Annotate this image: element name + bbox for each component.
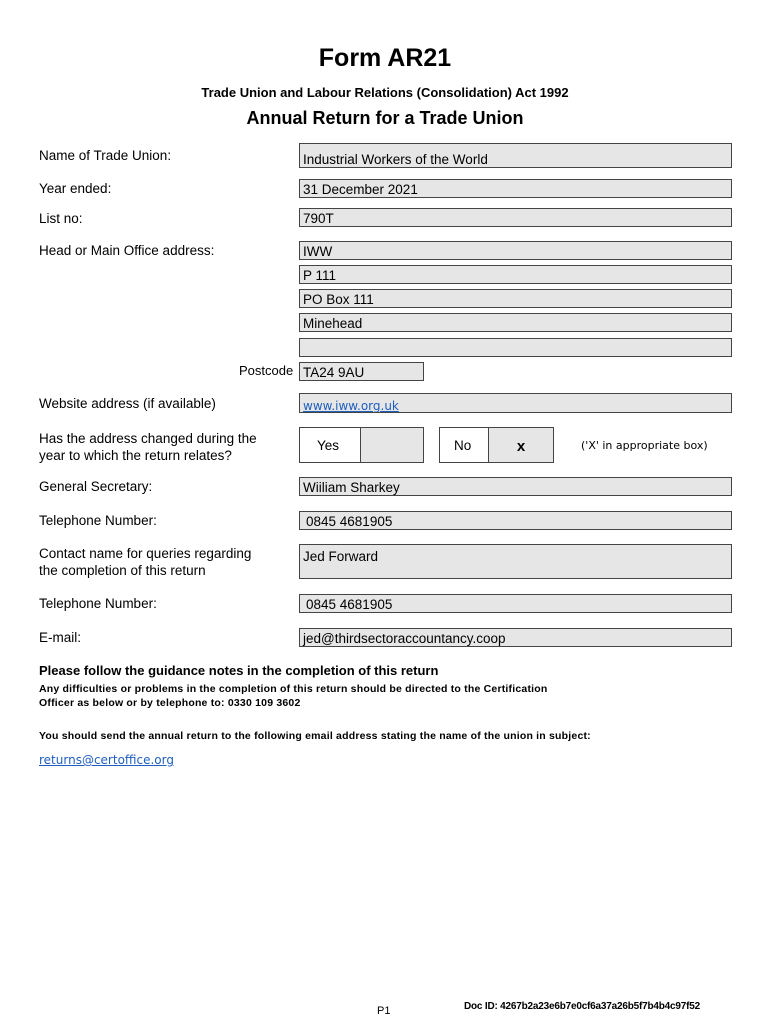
guidance-heading: Please follow the guidance notes in the completion of this return xyxy=(39,663,439,678)
telephone-field-1[interactable]: 0845 4681905 xyxy=(299,511,732,530)
general-secretary-field[interactable]: Wiiliam Sharkey xyxy=(299,477,732,496)
contact-label-1: Contact name for queries regarding xyxy=(39,546,252,561)
email-label: E-mail: xyxy=(39,630,82,645)
certoffice-email-link[interactable]: returns@certoffice.org xyxy=(39,753,174,767)
form-subtitle: Annual Return for a Trade Union xyxy=(246,108,524,128)
address-line-3[interactable]: PO Box 111 xyxy=(299,289,732,308)
doc-id: Doc ID: 4267b2a23e6b7e0cf6a37a26b5f7b4b4c97f52 xyxy=(464,1001,700,1012)
guidance-line-1: Any difficulties or problems in the completion of this return should be directed to the Certification xyxy=(39,683,548,695)
postcode-field[interactable]: TA24 9AU xyxy=(299,362,424,381)
email-field[interactable]: jed@thirdsectoraccountancy.coop xyxy=(299,628,732,647)
act-title: Trade Union and Labour Relations (Consolidation) Act 1992 xyxy=(201,85,569,100)
general-secretary-label: General Secretary: xyxy=(39,479,153,494)
address-changed-label-2: year to which the return relates? xyxy=(39,448,232,463)
form-title: Form AR21 xyxy=(318,44,452,72)
yes-checkbox[interactable] xyxy=(360,428,423,462)
yes-label: Yes xyxy=(317,438,340,453)
website-link[interactable]: www.iww.org.uk xyxy=(303,399,399,413)
guidance-line-2: Officer as below or by telephone to: 0330 109 3602 xyxy=(39,697,301,709)
union-name-label: Name of Trade Union: xyxy=(39,148,172,163)
union-name-field[interactable]: Industrial Workers of the World xyxy=(299,143,732,168)
website-label: Website address (if available) xyxy=(39,396,216,411)
contact-field[interactable]: Jed Forward xyxy=(299,544,732,579)
year-ended-label: Year ended: xyxy=(39,181,112,196)
contact-label-2: the completion of this return xyxy=(39,563,206,578)
list-no-field[interactable]: 790T xyxy=(299,208,732,227)
list-no-label: List no: xyxy=(39,211,83,226)
address-line-1[interactable]: IWW xyxy=(299,241,732,260)
no-label: No xyxy=(454,438,472,453)
year-ended-field[interactable]: 31 December 2021 xyxy=(299,179,732,198)
guidance-line-3: You should send the annual return to the following email address stating the name of the union in subject: xyxy=(39,730,591,742)
postcode-label: Postcode xyxy=(239,363,294,378)
page-number: P1 xyxy=(377,1005,391,1017)
telephone-field-2[interactable]: 0845 4681905 xyxy=(299,594,732,613)
yes-option[interactable] xyxy=(299,427,424,463)
address-changed-label-1: Has the address changed during the xyxy=(39,431,257,446)
checkbox-hint: ('X' in appropriate box) xyxy=(581,439,708,452)
address-line-4[interactable]: Minehead xyxy=(299,313,732,332)
no-checkbox[interactable]: x xyxy=(488,428,553,462)
website-field[interactable] xyxy=(299,393,732,413)
address-label: Head or Main Office address: xyxy=(39,243,215,258)
no-option[interactable] xyxy=(439,427,554,463)
address-line-2[interactable]: P 111 xyxy=(299,265,732,284)
telephone-label-1: Telephone Number: xyxy=(39,513,157,528)
telephone-label-2: Telephone Number: xyxy=(39,596,157,611)
address-line-5[interactable] xyxy=(299,338,732,357)
